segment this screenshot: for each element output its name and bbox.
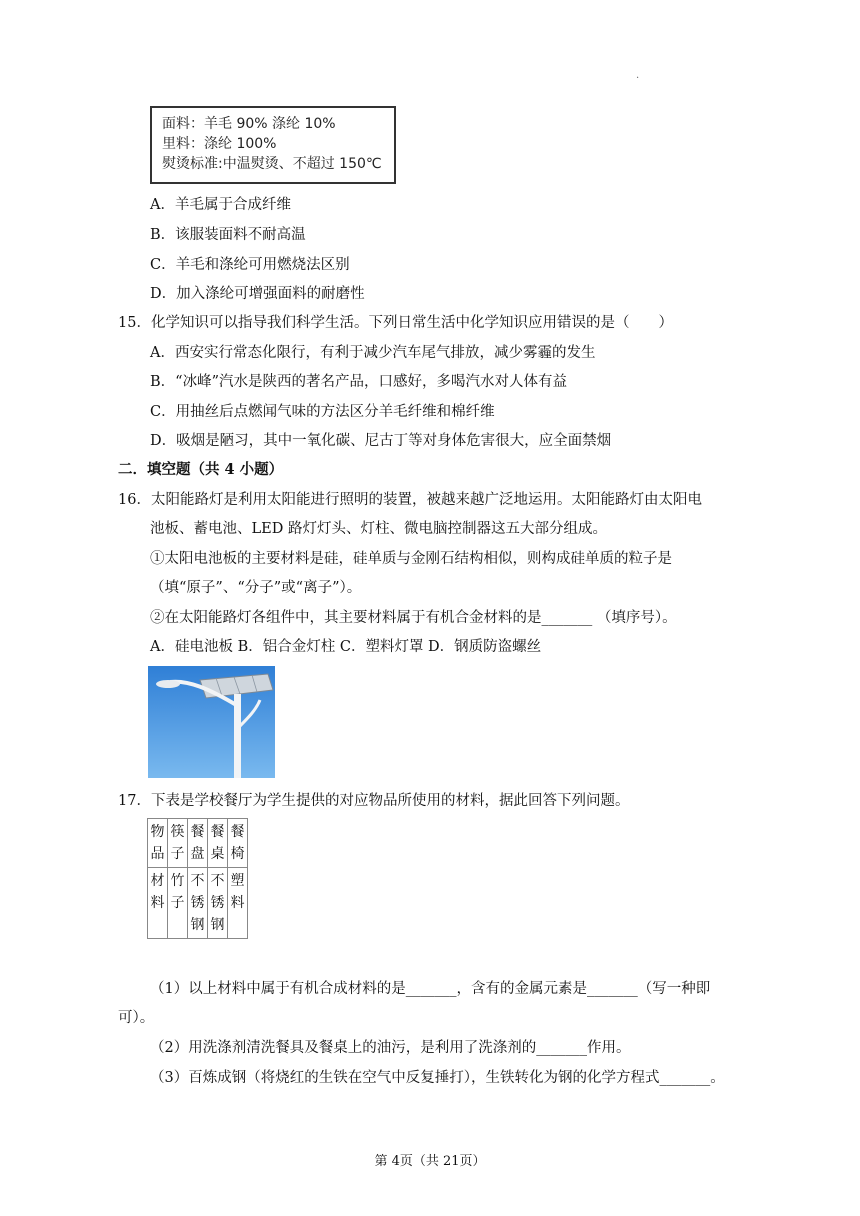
table-cell: 塑料 [228, 868, 248, 939]
table-cell: 材料 [148, 868, 168, 939]
materials-table [147, 818, 248, 939]
q14-option-d: D．加入涤纶可增强面料的耐磨性 [150, 286, 365, 302]
q16-sub1-line1: ①太阳电池板的主要材料是硅，硅单质与金刚石结构相似，则构成硅单质的粒子是 [150, 551, 672, 567]
label-line-fabric: 面料：羊毛 90% 涤纶 10% [162, 116, 336, 132]
q14-option-b: B．该服装面料不耐高温 [150, 227, 306, 243]
q14-option-c: C．羊毛和涤纶可用燃烧法区别 [150, 257, 350, 273]
label-line-ironing: 熨烫标准:中温熨烫、不超过 150℃ [162, 156, 382, 172]
table-cell: 餐桌 [208, 819, 228, 868]
q16-sub2: ②在太阳能路灯各组件中，其主要材料属于有机合金材料的是_______ （填序号）。 [150, 610, 677, 626]
table-cell: 竹子 [168, 868, 188, 939]
q17-sub1-line1: （1）以上材料中属于有机合成材料的是_______，含有的金属元素是_______（写一种即 [150, 981, 711, 997]
q15-option-d: D．吸烟是陋习，其中一氧化碳、尼古丁等对身体危害很大，应全面禁烟 [150, 433, 612, 449]
q17-stem: 17．下表是学校餐厅为学生提供的对应物品所使用的材料，据此回答下列问题。 [118, 793, 630, 809]
table-cell: 不锈钢 [188, 868, 208, 939]
section-title-fill-in: 二．填空题（共 4 小题） [118, 461, 284, 478]
table-cell: 物品 [148, 819, 168, 868]
q15-option-c: C．用抽丝后点燃闻气味的方法区分羊毛纤维和棉纤维 [150, 404, 495, 420]
q14-option-a: A．羊毛属于合成纤维 [150, 197, 291, 213]
q17-sub2: （2）用洗涤剂清洗餐具及餐桌上的油污，是利用了洗涤剂的_______作用。 [150, 1040, 631, 1056]
corner-dot: . [636, 70, 640, 81]
q16-options: A．硅电池板 B．铝合金灯柱 C．塑料灯罩 D．钢质防盗螺丝 [150, 639, 542, 655]
q16-stem-line1: 16．太阳能路灯是利用太阳能进行照明的装置，被越来越广泛地运用。太阳能路灯由太阳电 [118, 492, 702, 508]
garment-label-box [150, 106, 396, 184]
solar-street-lamp-image [148, 666, 275, 778]
q16-sub1-line2: （填“原子”、“分子”或“离子”）。 [150, 580, 362, 596]
q17-sub1-line2: 可）。 [118, 1010, 155, 1026]
q15-stem: 15．化学知识可以指导我们科学生活。下列日常生活中化学知识应用错误的是（ ） [118, 315, 673, 331]
table-cell: 餐盘 [188, 819, 208, 868]
q16-stem-line2: 池板、蓄电池、LED 路灯灯头、灯柱、微电脑控制器这五大部分组成。 [150, 521, 607, 537]
label-line-lining: 里料：涤纶 100% [162, 136, 277, 152]
q15-option-a: A．西安实行常态化限行，有利于减少汽车尾气排放，减少雾霾的发生 [150, 345, 596, 361]
page-footer: 第 4页（共 21页） [374, 1154, 486, 1169]
table-cell: 筷子 [168, 819, 188, 868]
table-row [148, 868, 248, 939]
table-cell: 餐椅 [228, 819, 248, 868]
table-row [148, 819, 248, 868]
table-cell: 不锈钢 [208, 868, 228, 939]
q15-option-b: B．“冰峰”汽水是陕西的著名产品，口感好，多喝汽水对人体有益 [150, 374, 567, 390]
q17-sub3: （3）百炼成钢（将烧红的生铁在空气中反复捶打），生铁转化为钢的化学方程式_______。 [150, 1070, 725, 1086]
